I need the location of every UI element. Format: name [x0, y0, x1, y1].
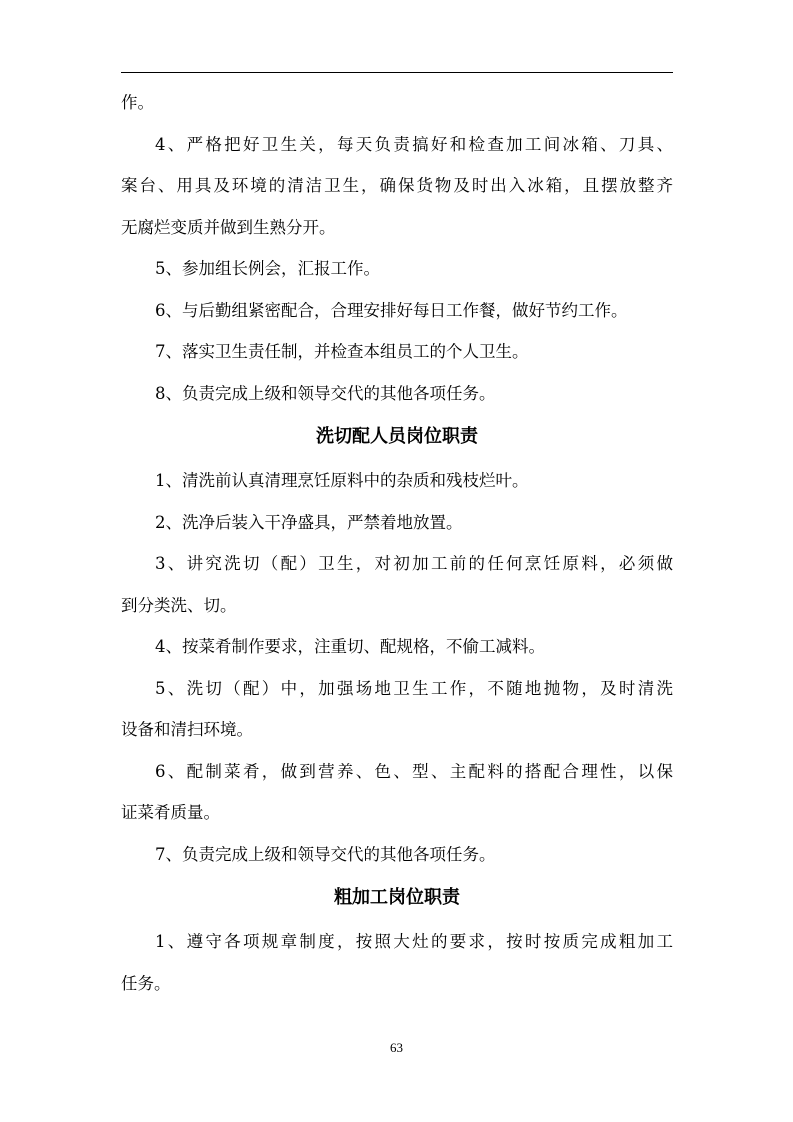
wash-item-5-line-1: 5、洗切（配）中，加强场地卫生工作，不随地抛物，及时清洗 [155, 678, 673, 698]
paragraph-continuation: 作。 [121, 93, 154, 112]
paragraph-item-8: 8、负责完成上级和领导交代的其他各项任务。 [155, 383, 496, 403]
paragraph-item-7: 7、落实卫生责任制，并检查本组员工的个人卫生。 [155, 342, 529, 361]
rough-item-1-line-2: 任务。 [121, 973, 171, 993]
section-heading-rough-processing: 粗加工岗位职责 [334, 887, 460, 908]
wash-item-6-line-1: 6、配制菜肴，做到营养、色、型、主配料的搭配合理性，以保 [155, 761, 673, 781]
wash-item-3-line-1: 3、讲究洗切（配）卫生，对初加工前的任何烹饪原料，必须做 [155, 554, 673, 573]
wash-item-3-line-2: 到分类洗、切。 [121, 595, 237, 615]
section-heading-wash-cut: 洗切配人员岗位职责 [316, 426, 478, 447]
wash-item-4: 4、按菜肴制作要求，注重切、配规格，不偷工减料。 [155, 637, 545, 656]
paragraph-item-4-line-1: 4、严格把好卫生关，每天负责搞好和检查加工间冰箱、刀具、 [155, 134, 673, 154]
rough-item-1-line-1: 1、遵守各项规章制度，按照大灶的要求，按时按质完成粗加工 [155, 932, 673, 951]
paragraph-item-5: 5、参加组长例会，汇报工作。 [155, 259, 380, 278]
paragraph-item-6: 6、与后勤组紧密配合，合理安排好每日工作餐，做好节约工作。 [155, 300, 628, 320]
document-body [121, 82, 673, 1004]
wash-item-1: 1、清洗前认真清理烹饪原料中的杂质和残枝烂叶。 [155, 471, 529, 490]
page-number: 63 [390, 1040, 403, 1055]
paragraph-item-4-line-2: 案台、用具及环境的清洁卫生，确保货物及时出入冰箱，且摆放整齐 [121, 176, 673, 195]
paragraph-item-4-line-3: 无腐烂变质并做到生熟分开。 [121, 217, 336, 237]
wash-item-6-line-2: 证菜肴质量。 [121, 803, 220, 822]
wash-item-5-line-2: 设备和清扫环境。 [121, 720, 253, 739]
header-rule [121, 72, 673, 73]
wash-item-7: 7、负责完成上级和领导交代的其他各项任务。 [155, 844, 496, 864]
wash-item-2: 2、洗净后装入干净盛具，严禁着地放置。 [155, 512, 463, 532]
